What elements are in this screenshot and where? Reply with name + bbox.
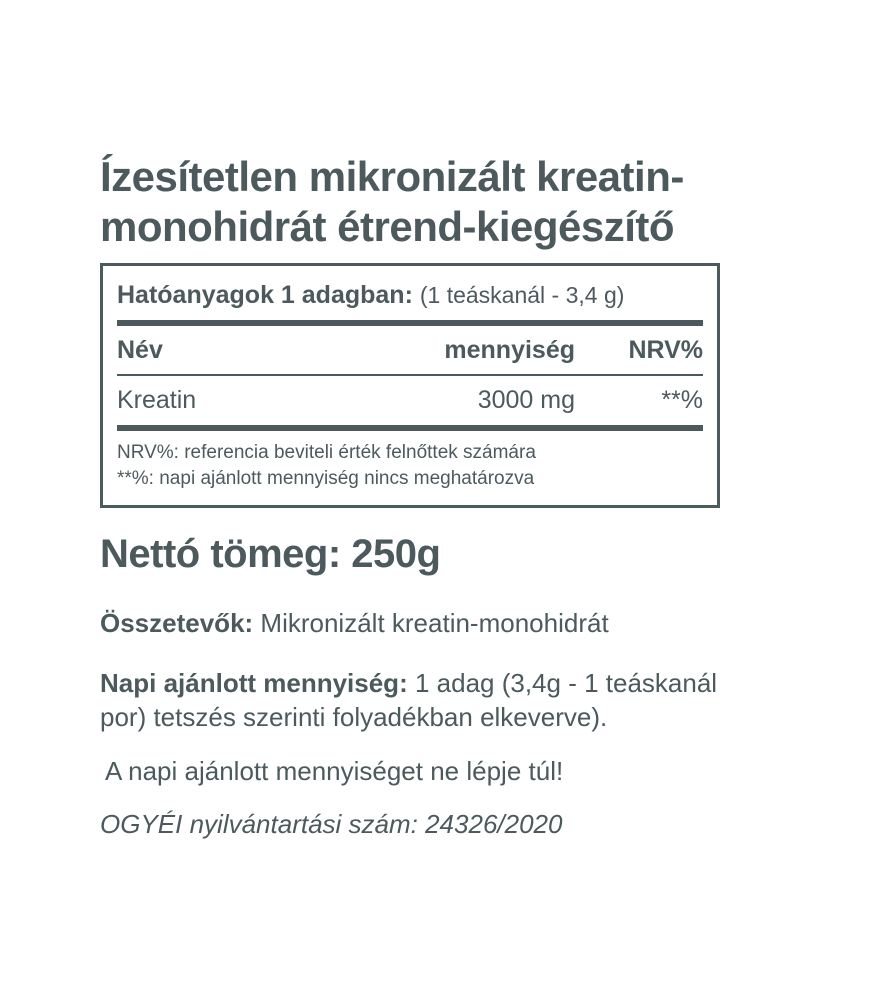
ingredient-amount: 3000 mg — [477, 385, 575, 414]
product-title: Ízesítetlen mikronizált kreatin-monohidrát étrend-kiegészítő — [100, 153, 684, 251]
footnote-asterisk: **%: napi ajánlott mennyiség nincs meghatározva — [117, 468, 535, 490]
table-row — [117, 386, 703, 415]
ingredient-name: Kreatin — [117, 385, 197, 414]
supplement-facts-table — [100, 263, 720, 508]
daily-dose-line — [100, 667, 752, 735]
column-header-nrv: NRV% — [628, 335, 703, 364]
daily-dose-label: Napi ajánlott mennyiség: — [100, 667, 408, 698]
net-weight: Nettó tömeg: 250g — [100, 531, 441, 576]
facts-header-serving-note: (1 teáskanál - 3,4 g) — [419, 281, 625, 308]
facts-column-header-row — [117, 336, 703, 365]
divider-thin — [117, 374, 703, 376]
facts-table-header — [117, 278, 703, 310]
column-header-name: Név — [117, 335, 163, 364]
divider-thick-top — [117, 320, 703, 326]
footnote-nrv: NRV%: referencia beviteli érték felnőttek számára — [117, 441, 536, 463]
ingredients-label: Összetevők: — [100, 607, 254, 638]
daily-limit-warning: A napi ajánlott mennyiséget ne lépje túl! — [105, 756, 564, 787]
ingredients-value: Mikronizált kreatin-monohidrát — [260, 607, 609, 638]
registration-number: OGYÉI nyilvántartási szám: 24326/2020 — [100, 809, 563, 840]
divider-thick-bottom — [117, 425, 703, 431]
daily-dose-value: 1 adag (3,4g - 1 teáskanál por) tetszés szerinti folyadékban elkeverve). — [100, 667, 718, 732]
ingredients-line — [100, 607, 752, 641]
ingredient-nrv: **% — [661, 385, 703, 414]
facts-header-label: Hatóanyagok 1 adagban: — [117, 280, 413, 309]
column-header-amount: mennyiség — [444, 335, 575, 364]
facts-footnotes — [117, 440, 703, 493]
